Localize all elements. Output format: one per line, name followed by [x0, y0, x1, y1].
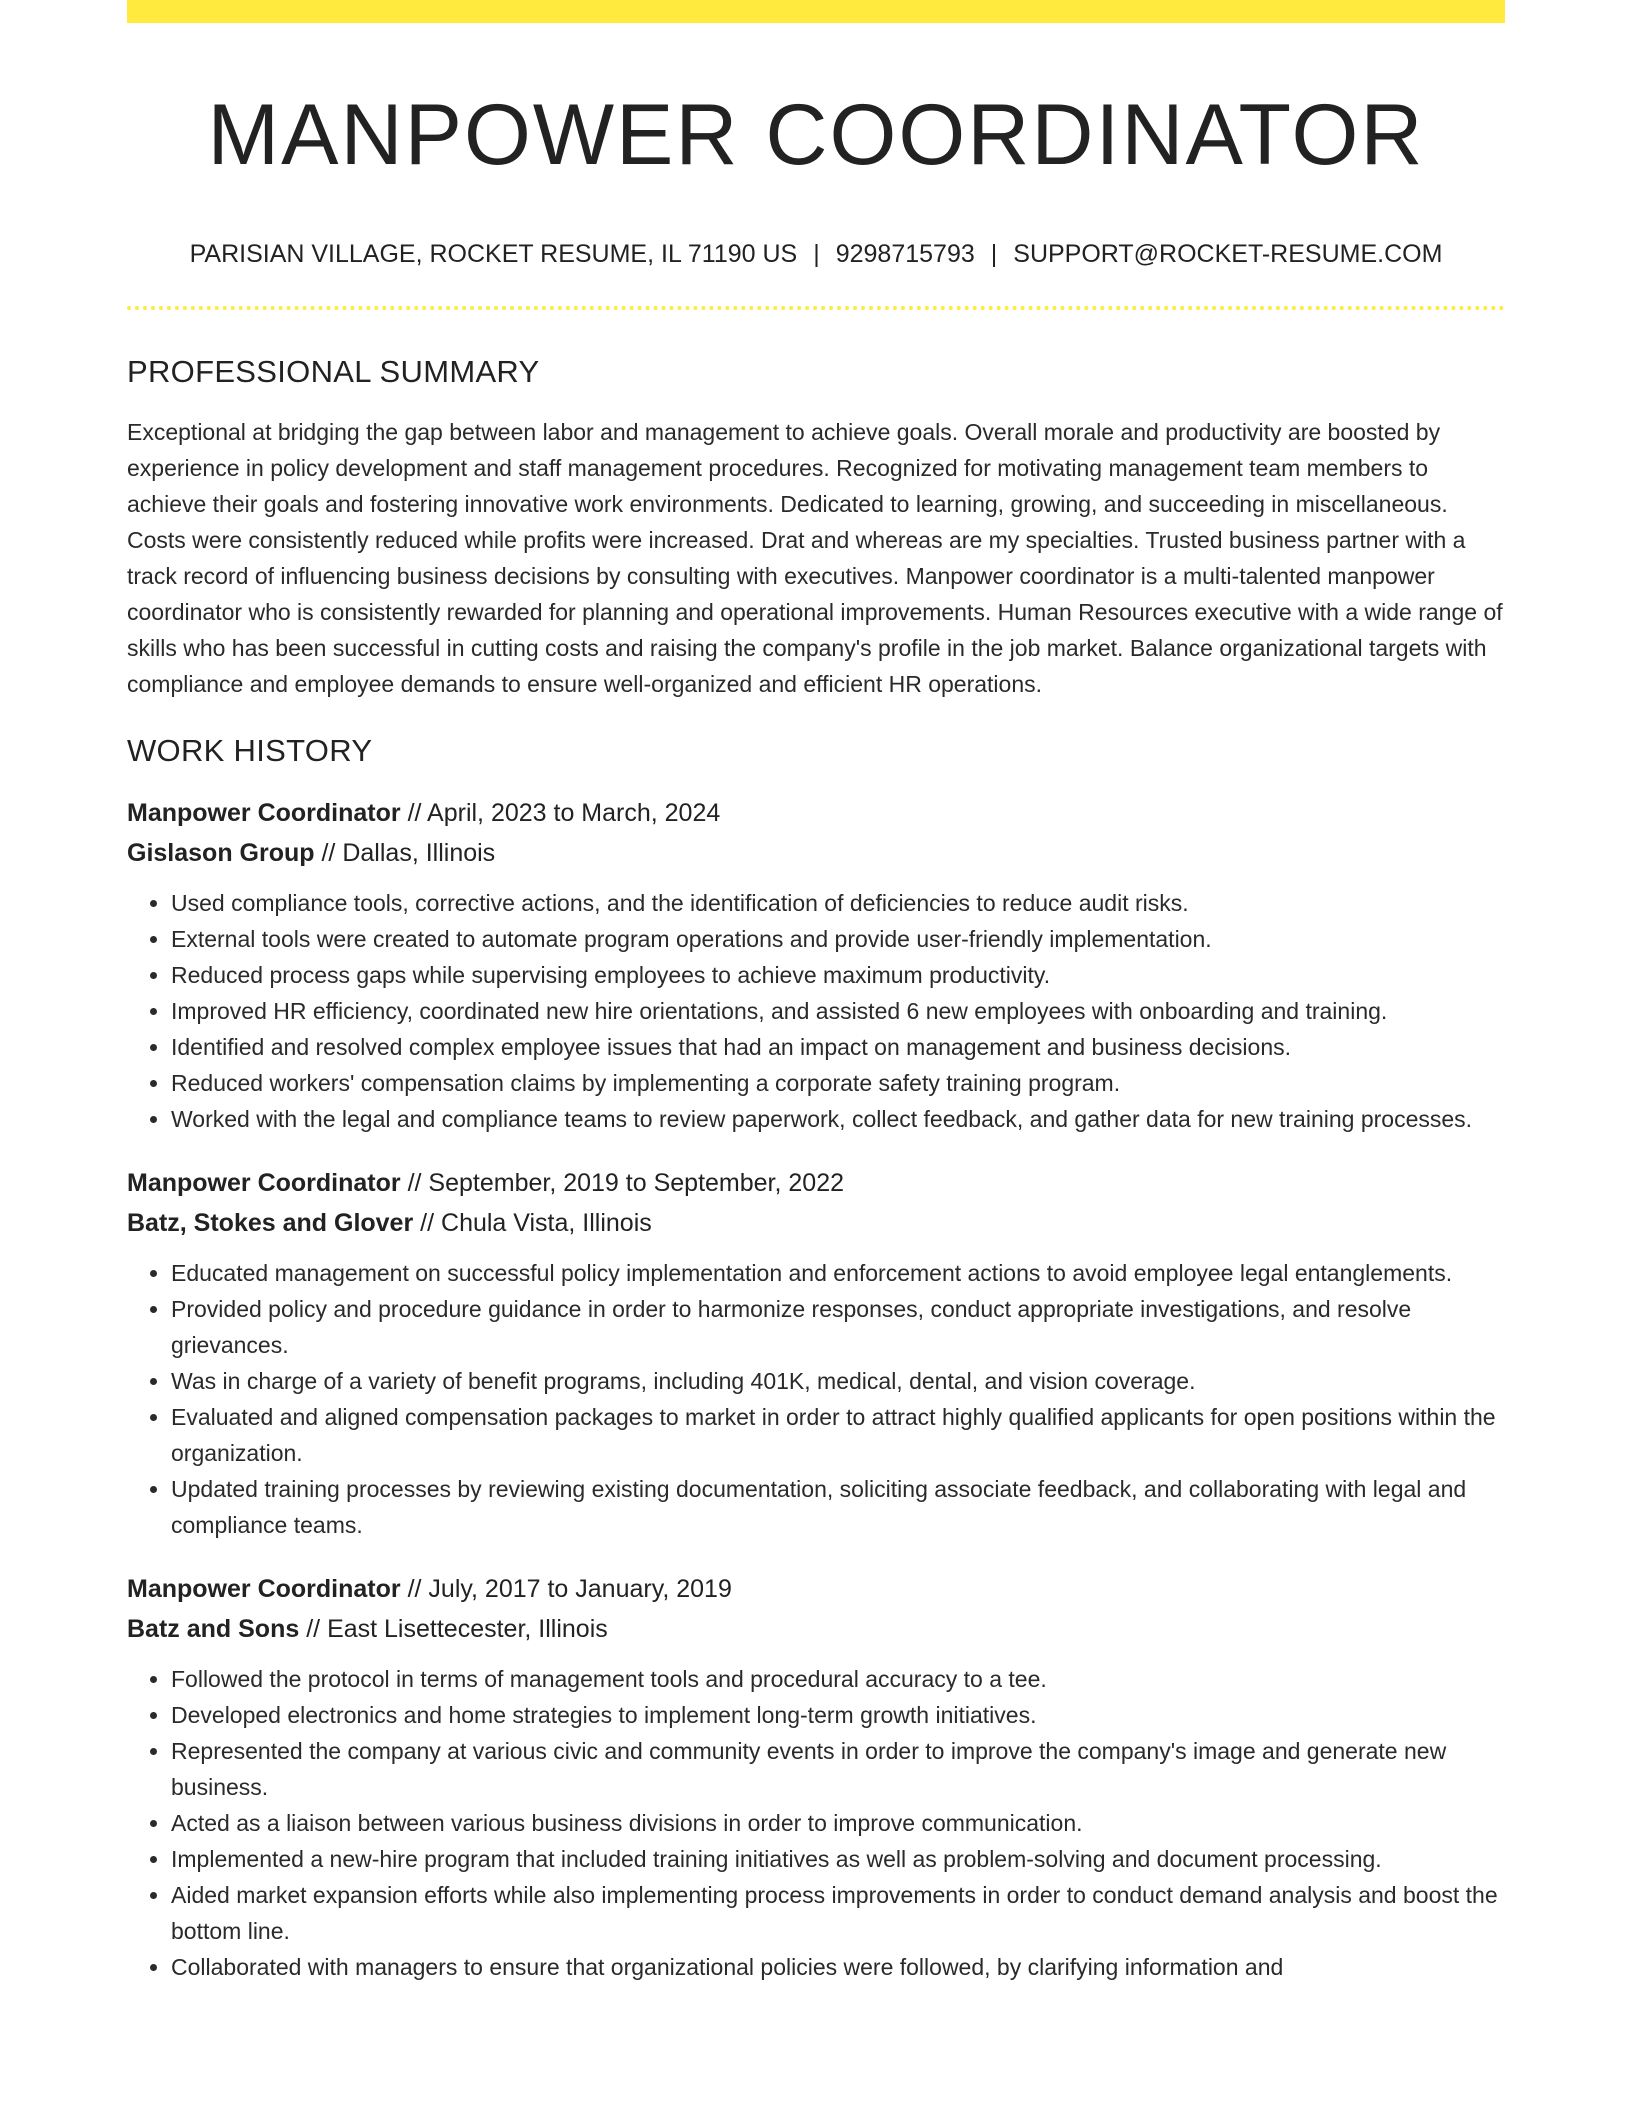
job-separator: //: [321, 839, 336, 867]
job-location: Dallas, Illinois: [342, 839, 496, 867]
job-separator: //: [407, 799, 422, 827]
contact-separator: |: [813, 240, 820, 268]
job-company: Batz and Sons: [127, 1615, 300, 1643]
job-entry: [127, 793, 1505, 1137]
duty-item: • Worked with the legal and compliance teams to review paperwork, collect feedback, and gather data for new training processes.: [171, 1101, 1505, 1137]
job-duties-list: [127, 1661, 1505, 1985]
contact-address: PARISIAN VILLAGE, ROCKET RESUME, IL 71190 US: [189, 240, 798, 268]
job-title-line: [127, 1163, 1505, 1203]
top-accent-bar: [127, 0, 1505, 23]
job-role: Manpower Coordinator: [127, 1575, 401, 1603]
duty-item: • Was in charge of a variety of benefit programs, including 401K, medical, dental, and vision coverage.: [171, 1363, 1505, 1399]
contact-separator: |: [990, 240, 998, 268]
duty-item: • Represented the company at various civic and community events in order to improve the company's image and generate new business.: [171, 1733, 1505, 1805]
job-company-line: [127, 1203, 1505, 1243]
contact-email: SUPPORT@ROCKET-RESUME.COM: [1013, 240, 1443, 268]
dotted-divider: [127, 306, 1505, 310]
job-role: Manpower Coordinator: [127, 799, 401, 827]
job-title-line: [127, 1569, 1505, 1609]
duty-item: • Evaluated and aligned compensation packages to market in order to attract highly qualified applicants for open positions within the organization.: [171, 1399, 1505, 1471]
job-dates: July, 2017 to January, 2019: [428, 1575, 732, 1603]
contact-phone: 9298715793: [835, 240, 975, 268]
contact-line: [127, 238, 1505, 270]
job-dates: September, 2019 to September, 2022: [428, 1169, 844, 1197]
duty-item: • Reduced process gaps while supervising employees to achieve maximum productivity.: [171, 957, 1505, 993]
job-separator: //: [420, 1209, 435, 1237]
duty-item: • Improved HR efficiency, coordinated new hire orientations, and assisted 6 new employees with onboarding and training.: [171, 993, 1505, 1029]
duty-item: • Used compliance tools, corrective actions, and the identification of deficiencies to reduce audit risks.: [171, 885, 1505, 921]
resume-page: [127, 0, 1505, 1985]
duty-item: • External tools were created to automate program operations and provide user-friendly implementation.: [171, 921, 1505, 957]
duty-item: • Followed the protocol in terms of management tools and procedural accuracy to a tee.: [171, 1661, 1505, 1697]
duty-item: • Updated training processes by reviewing existing documentation, soliciting associate feedback, and collaborating with legal and compliance teams.: [171, 1471, 1505, 1543]
job-location: Chula Vista, Illinois: [441, 1209, 652, 1237]
duty-item: • Collaborated with managers to ensure that organizational policies were followed, by clarifying information and: [171, 1949, 1505, 1985]
job-title-line: [127, 793, 1505, 833]
job-company-line: [127, 1609, 1505, 1649]
job-dates: April, 2023 to March, 2024: [427, 799, 721, 827]
job-separator: //: [407, 1169, 422, 1197]
job-company: Batz, Stokes and Glover: [127, 1209, 414, 1237]
duty-item: • Implemented a new-hire program that included training initiatives as well as problem-solving and document processing.: [171, 1841, 1505, 1877]
job-entry: [127, 1163, 1505, 1543]
job-company-line: [127, 833, 1505, 873]
duty-item: • Identified and resolved complex employee issues that had an impact on management and business decisions.: [171, 1029, 1505, 1065]
job-separator: //: [306, 1615, 321, 1643]
duty-item: • Reduced workers' compensation claims by implementing a corporate safety training program.: [171, 1065, 1505, 1101]
duty-item: • Aided market expansion efforts while also implementing process improvements in order to conduct demand analysis and boost the bottom line.: [171, 1877, 1505, 1949]
job-role: Manpower Coordinator: [127, 1169, 401, 1197]
duty-item: • Acted as a liaison between various business divisions in order to improve communication.: [171, 1805, 1505, 1841]
job-location: East Lisettecester, Illinois: [327, 1615, 608, 1643]
work-history-heading: WORK HISTORY: [127, 733, 373, 768]
summary-heading: PROFESSIONAL SUMMARY: [127, 354, 540, 389]
job-duties-list: [127, 885, 1505, 1137]
job-company: Gislason Group: [127, 839, 315, 867]
duty-item: • Developed electronics and home strategies to implement long-term growth initiatives.: [171, 1697, 1505, 1733]
duty-item: • Provided policy and procedure guidance in order to harmonize responses, conduct appropriate investigations, and resolve grievances.: [171, 1291, 1505, 1363]
duty-item: • Educated management on successful policy implementation and enforcement actions to avoid employee legal entanglements.: [171, 1255, 1505, 1291]
job-duties-list: [127, 1255, 1505, 1543]
job-entry: [127, 1569, 1505, 1985]
summary-text: Exceptional at bridging the gap between labor and management to achieve goals. Overall morale and productivity are boosted by experience in policy development and staff management procedures. Recognized for motivating management team members to achieve their goals and fostering innovative work environments. Dedicated to learning, growing, and succeeding in miscellaneous. Costs were consistently reduced while profits were increased. Drat and whereas are my specialties. Trusted business partner with a track record of influencing business decisions by consulting with executives. Manpower coordinator is a multi-talented manpower coordinator who is consistently rewarded for planning and operational improvements. Human Resources executive with a wide range of skills who has been successful in cutting costs and raising the company's profile in the job market. Balance organizational targets with compliance and employee demands to ensure well-organized and efficient HR operations.: [127, 419, 1503, 697]
candidate-name: MANPOWER COORDINATOR: [207, 87, 1425, 183]
job-separator: //: [407, 1575, 422, 1603]
